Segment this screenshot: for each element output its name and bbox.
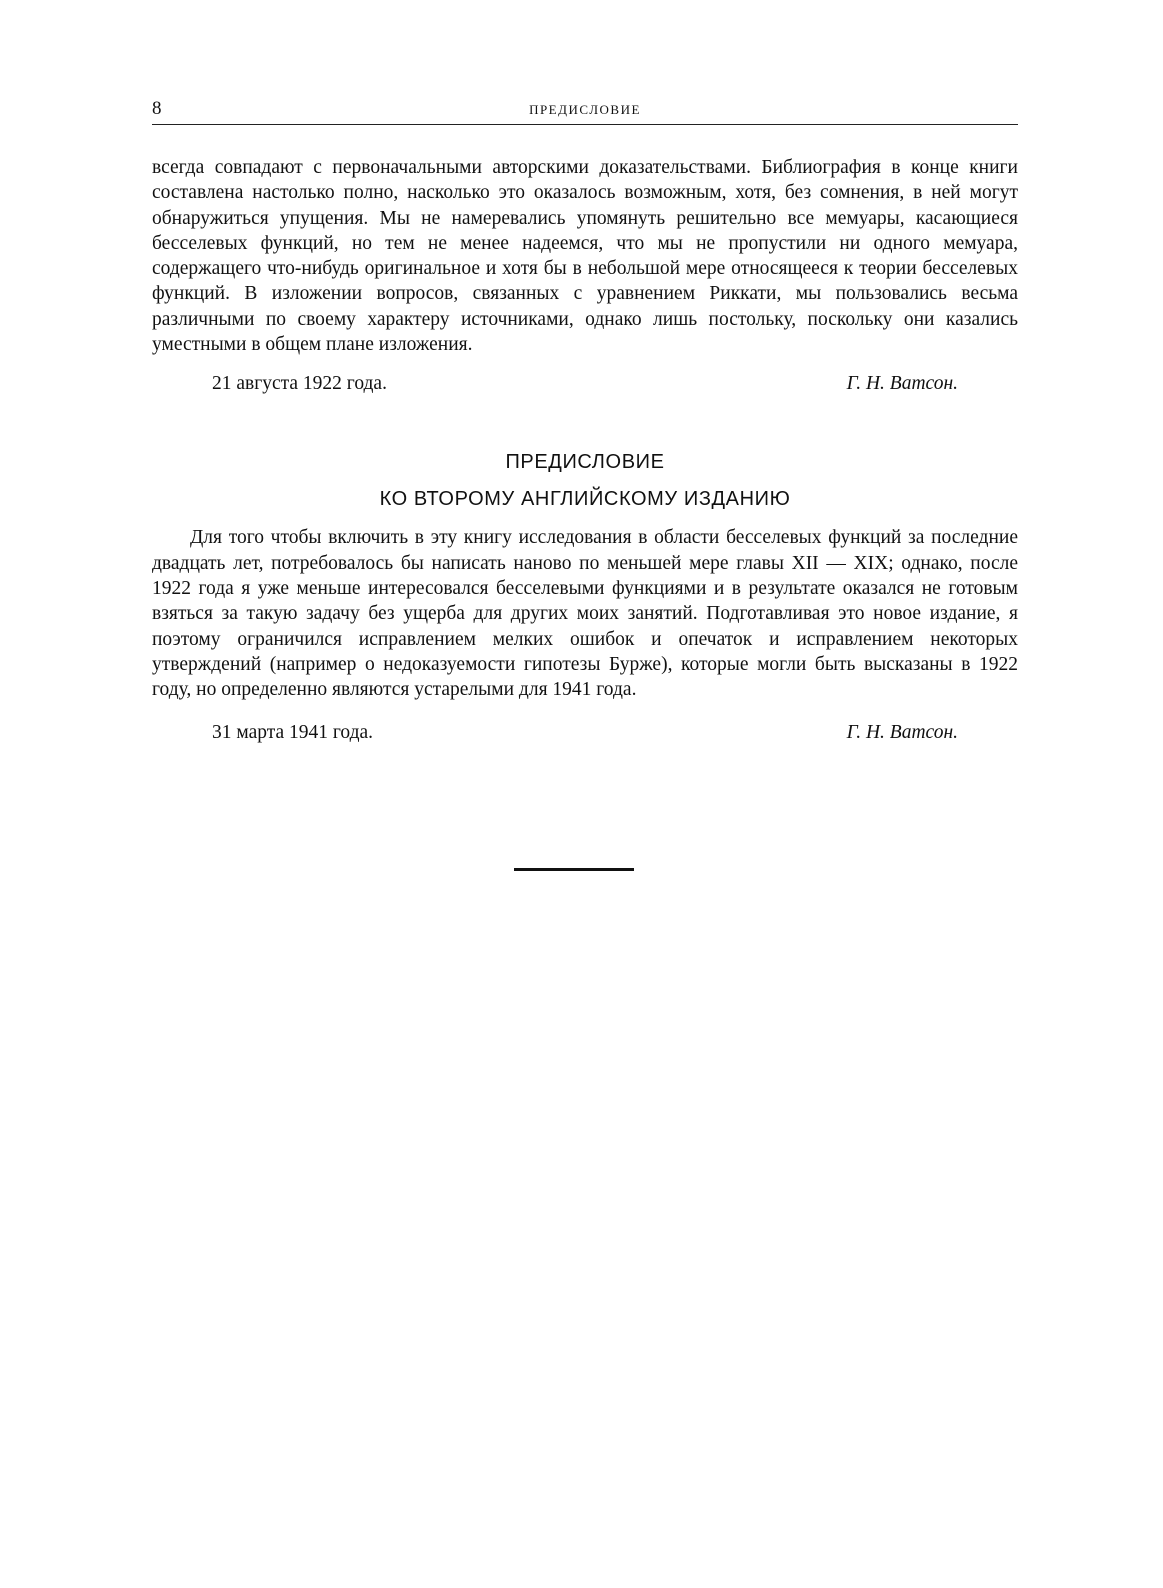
signoff-author: Г. Н. Ватсон. (846, 373, 958, 395)
signoff-first-edition (152, 373, 1018, 403)
signoff-author: Г. Н. Ватсон. (846, 722, 958, 744)
running-title: ПРЕДИСЛОВИЕ (529, 102, 641, 117)
section-heading: ПРЕДИСЛОВИЕ (505, 451, 665, 474)
signoff-date: 31 марта 1941 года. (212, 722, 374, 744)
preface-first-edition-paragraph: всегда совпадают с первоначальными авторскими доказательствами. Библиография в конце книги составлена настолько полно, насколько это оказалось возможным, хотя, без сомнения, в ней могут обнаружиться упущения. Мы не намеревались упомянуть решительно все мемуары, касающиеся бесселевых функций, но тем не менее надеемся, что мы не пропустили ни одного мемуара, содержащего что-нибудь оригинальное и хотя бы в небольшой мере относящееся к теории бесселевых функций. В изложении вопросов, связанных с уравнением Риккати, мы пользовались весьма различными по своему характеру источниками, однако лишь постольку, поскольку они казались уместными в общем плане изложения. (152, 157, 1018, 356)
book-page (152, 96, 1018, 752)
signoff-date: 21 августа 1922 года. (212, 373, 387, 395)
signoff-second-edition (152, 722, 1018, 752)
section-end-rule (514, 868, 634, 871)
running-header (152, 96, 1018, 125)
section-subheading: КО ВТОРОМУ АНГЛИЙСКОМУ ИЗДАНИЮ (379, 488, 791, 511)
page-number: 8 (152, 98, 162, 119)
preface-second-edition-paragraph: Для того чтобы включить в эту книгу исследования в области бесселевых функций за последние двадцать лет, потребовалось бы написать наново по меньшей мере главы XII — XIX; однако, после 1922 года я уже меньше интересовался бесселевыми функциями и в результате оказался не готовым взяться за такую задачу без ущерба для других моих занятий. Подготавливая это новое издание, я поэтому ограничился исправлением мелких ошибок и опечаток и исправлением некоторых утверждений (например о недоказуемости гипотезы Бурже), которые могли быть высказаны в 1922 году, но определенно являются устарелыми для 1941 года. (152, 527, 1018, 701)
